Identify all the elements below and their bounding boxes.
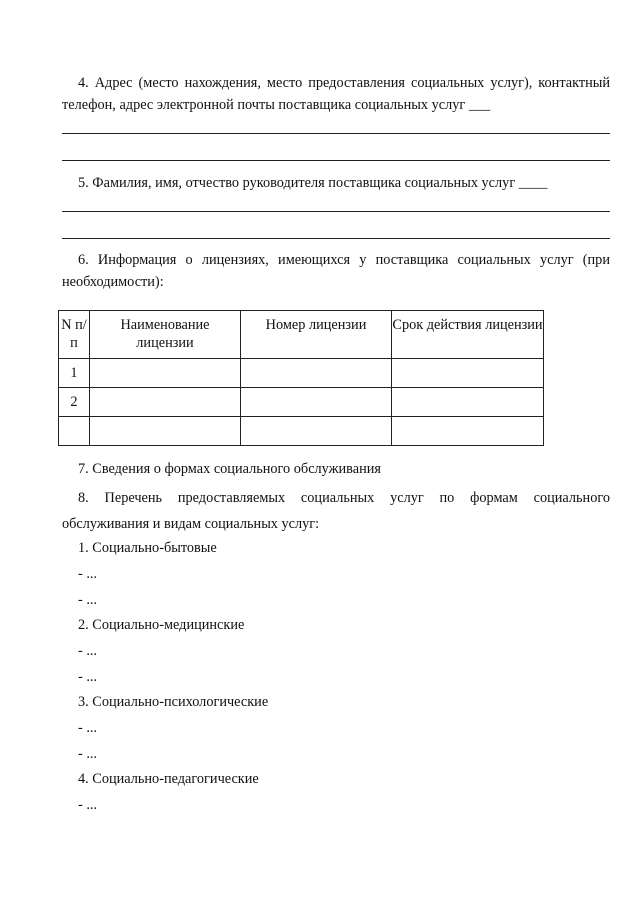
header-cell-license-validity: Срок действия лицензии (392, 311, 544, 359)
table-cell (90, 388, 241, 417)
table-cell (392, 417, 544, 446)
table-cell (241, 359, 392, 388)
service-list-item: - ... (78, 797, 98, 813)
header-cell-license-name: Наименование лицензии (90, 311, 241, 359)
table-cell (90, 359, 241, 388)
service-list-item: - ... (78, 566, 98, 582)
service-list-item: - ... (78, 592, 98, 608)
service-category-title: 3. Социально-психологические (78, 694, 269, 710)
table-cell (392, 388, 544, 417)
service-list-item: - ... (78, 669, 98, 685)
service-list-item: - ... (78, 746, 98, 762)
blank-line (62, 211, 610, 212)
table-cell (90, 417, 241, 446)
blank-line (62, 238, 610, 239)
blank-line (62, 133, 610, 134)
table-cell: 2 (59, 388, 90, 417)
item-5-director: 5. Фамилия, имя, отчество руководителя поставщика социальных услуг ____ (78, 175, 548, 191)
table-header-row (59, 311, 544, 359)
table-cell (392, 359, 544, 388)
service-category-title: 1. Социально-бытовые (78, 540, 217, 556)
table-cell (59, 417, 90, 446)
header-cell-number: N п/п (59, 311, 90, 359)
table-cell (241, 417, 392, 446)
table-cell: 1 (59, 359, 90, 388)
table-cell (241, 388, 392, 417)
service-list-item: - ... (78, 720, 98, 736)
table-row (59, 388, 544, 417)
service-category-title: 2. Социально-медицинские (78, 617, 245, 633)
license-table (58, 310, 544, 446)
service-list-item: - ... (78, 643, 98, 659)
header-cell-license-number: Номер лицензии (241, 311, 392, 359)
item-7-forms: 7. Сведения о формах социального обслуживания (78, 461, 381, 477)
table-row (59, 359, 544, 388)
item-4-address: 4. Адрес (место нахождения, место предоставления социальных услуг), контактный телефон, адрес электронной почты поставщика социальных услуг ___ (62, 75, 610, 113)
service-category-title: 4. Социально-педагогические (78, 771, 259, 787)
item-8-services-list: 8. Перечень предоставляемых социальных услуг по формам социального обслуживания и видам социальных услуг: (62, 490, 610, 532)
item-6-licenses: 6. Информация о лицензиях, имеющихся у поставщика социальных услуг (при необходимости): (62, 252, 610, 290)
table-row (59, 417, 544, 446)
blank-line (62, 160, 610, 161)
